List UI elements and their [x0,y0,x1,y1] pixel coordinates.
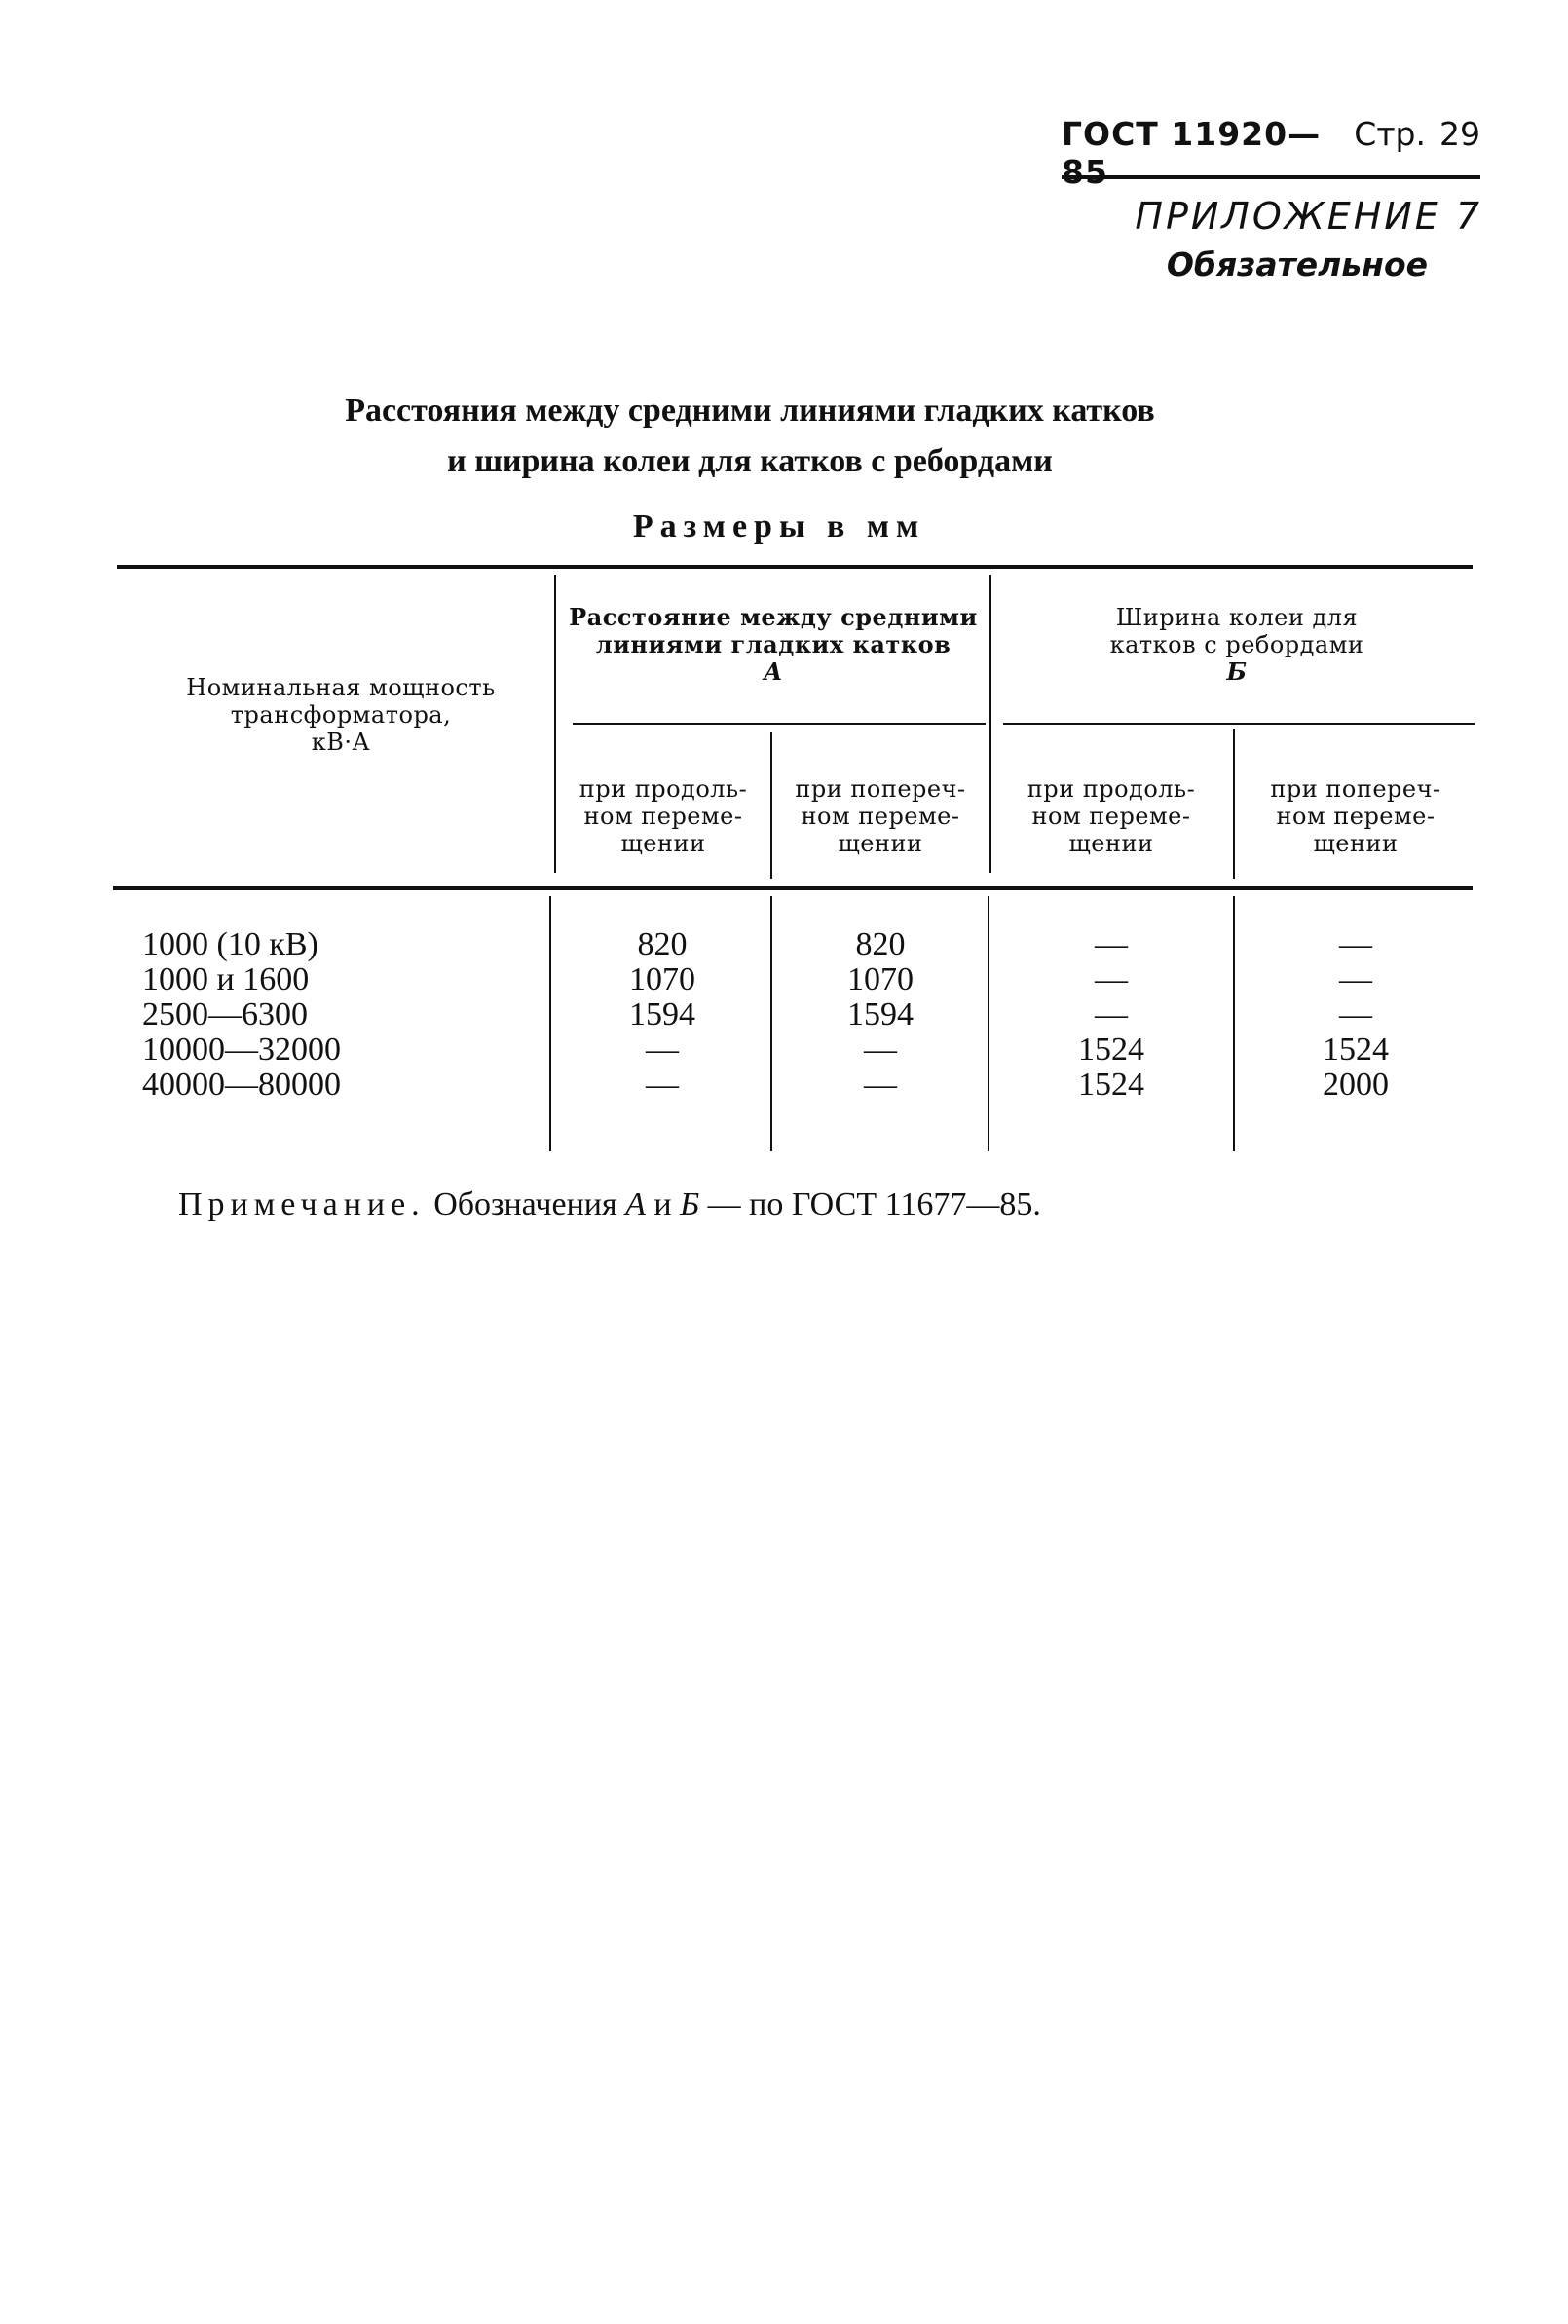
table-row-power: 1000 и 1600 [142,961,310,997]
note-text-start: Обозначения [433,1186,617,1222]
group-b-letter: Б [1226,657,1248,686]
column-divider-4 [1233,729,1235,879]
table-cell: — [1339,996,1372,1032]
header-a-transverse: при попереч- ном переме- щении [795,775,966,857]
table-row-power: 2500—6300 [142,996,308,1032]
note-label: Примечание. [178,1186,426,1222]
table-cell: — [864,1031,897,1068]
group-a-underline [573,723,986,725]
table-cell: — [1095,996,1128,1032]
table-title-line-2: и ширина колеи для катков с ребордами [447,443,1053,479]
table-cell: 1594 [847,996,914,1032]
header-power: Номинальная мощность трансформатора, кВ·А [186,674,496,756]
body-divider-2 [770,896,772,1151]
column-a-transverse [775,927,986,1103]
page-number: 29 [1439,115,1480,153]
table-title [185,386,1315,487]
table-cell: — [1339,926,1372,962]
table-cell: — [646,1031,679,1068]
table-cell: 1594 [629,996,695,1032]
group-b-underline [1003,723,1475,725]
column-divider-1 [554,575,556,873]
body-divider-4 [1233,896,1235,1151]
table-note [178,1186,1041,1223]
header-group-b: Ширина колеи для катков с ребордами Б [1003,604,1471,686]
units-caption: Размеры в мм [632,508,926,544]
note-letter-b: Б [680,1186,700,1222]
table-row-power: 40000—80000 [142,1067,341,1103]
table-cell: 1524 [1078,1031,1144,1068]
header-a-longitudinal: при продоль- ном переме- щении [579,775,748,857]
page-header [1062,115,1480,191]
table-cell: 2000 [1323,1067,1389,1103]
column-a-longitudinal [555,927,769,1103]
note-letter-a: А [625,1186,646,1222]
appendix-block [1062,195,1482,283]
table-cell: — [864,1067,897,1103]
body-divider-3 [988,896,989,1151]
table-cell: 1524 [1078,1067,1144,1103]
table-title-line-1: Расстояния между средними линиями гладких катков [345,393,1155,429]
table-cell: — [646,1067,679,1103]
table-cell: 820 [855,926,906,962]
note-and: и [653,1186,672,1222]
column-power [142,927,532,1103]
header-group-a: Расстояние между средними линиями гладких катков А [563,604,984,686]
body-divider-1 [549,896,551,1151]
column-b-longitudinal [991,927,1231,1103]
table-cell: 1070 [847,961,914,997]
column-divider-3 [770,732,772,879]
table-top-rule [117,565,1473,569]
note-text-end: — по ГОСТ 11677—85. [707,1186,1041,1222]
header-b-transverse: при попереч- ном переме- щении [1270,775,1441,857]
header-b-longitudinal: при продоль- ном переме- щении [1027,775,1196,857]
page-label: Стр. [1354,115,1426,153]
table-cell: — [1095,961,1128,997]
table-cell: — [1095,926,1128,962]
table-cell: — [1339,961,1372,997]
header-bottom-rule [113,886,1473,890]
table-row-power: 1000 (10 кВ) [142,926,318,962]
column-b-transverse [1237,927,1475,1103]
standard-number: ГОСТ 11920—85 [1062,115,1322,191]
appendix-status: Обязательное [1166,245,1428,283]
table-cell: 820 [637,926,688,962]
appendix-title: ПРИЛОЖЕНИЕ 7 [1135,195,1482,238]
table-cell: 1524 [1323,1031,1389,1068]
table-cell: 1070 [629,961,695,997]
group-a-letter: А [763,657,784,686]
table-row-power: 10000—32000 [142,1031,341,1068]
